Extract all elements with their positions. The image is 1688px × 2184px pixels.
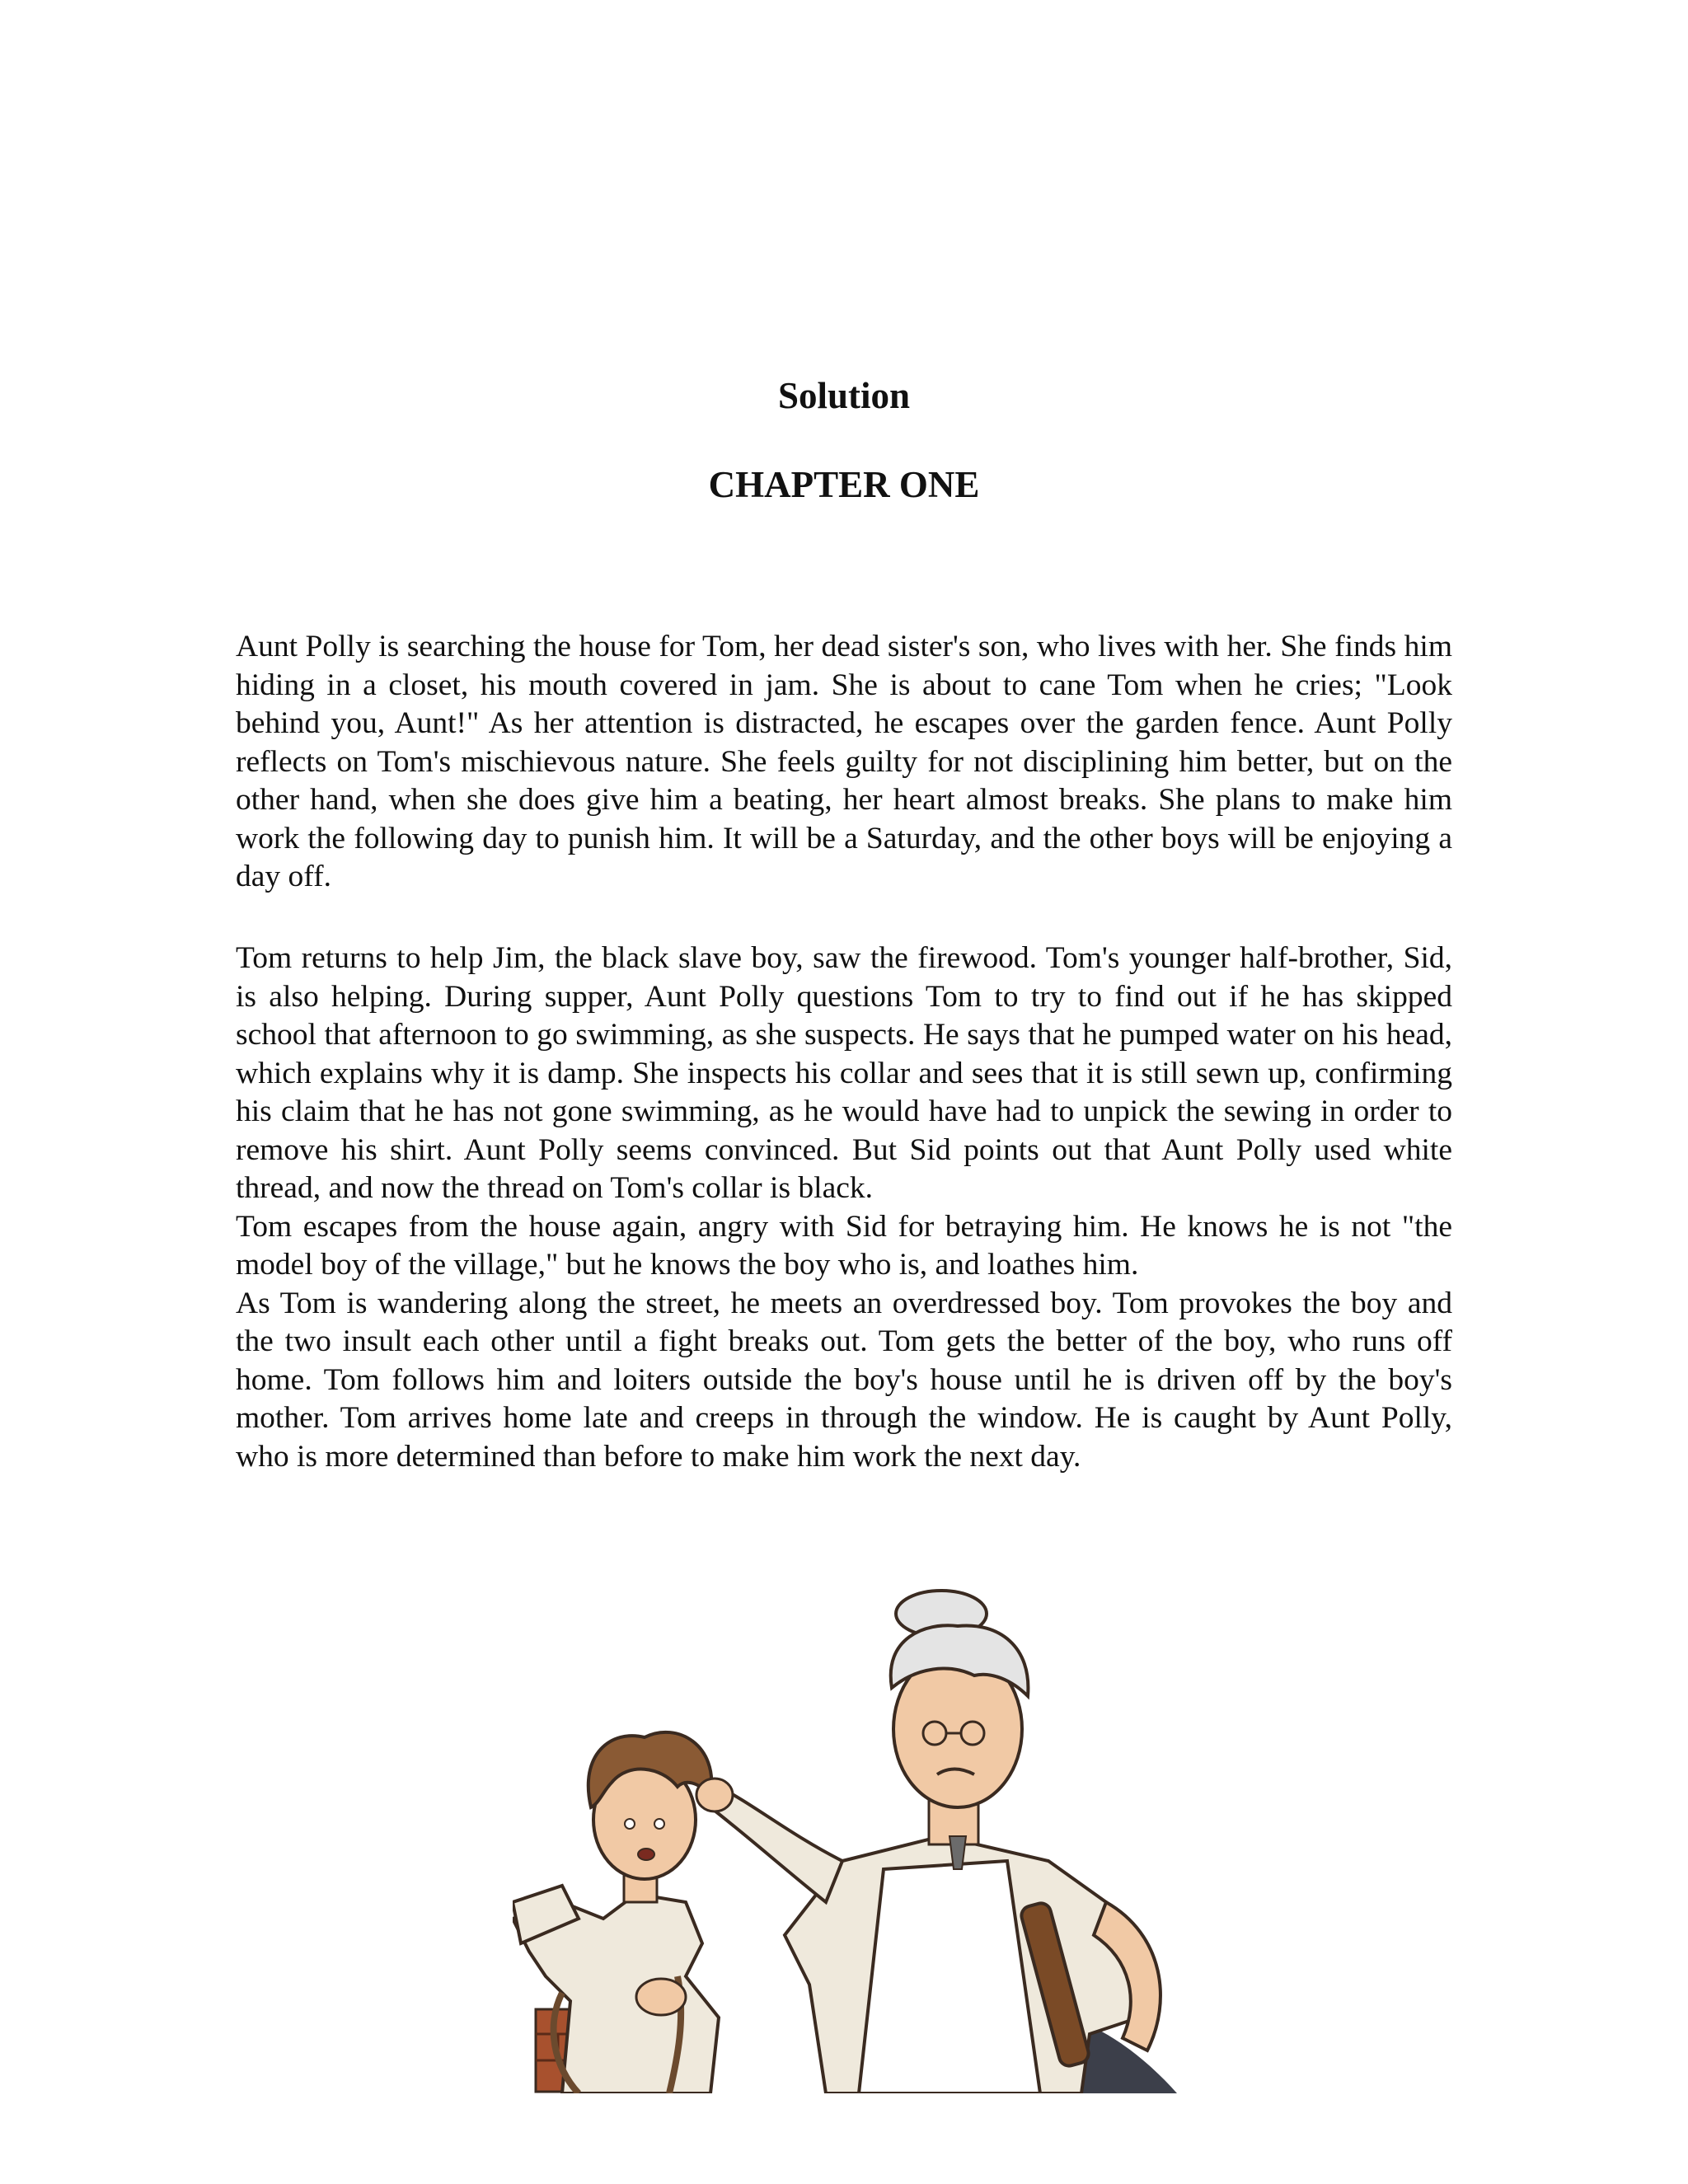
paragraph-1-block — [236, 628, 1452, 897]
paragraph-3: Tom escapes from the house again, angry with Sid for betraying him. He knows he is not "the model boy of the village," but he knows the boy who is, and loathes him. — [236, 1209, 1452, 1282]
paragraph-1: Aunt Polly is searching the house for Tom, her dead sister's son, who lives with her. She finds him hiding in a closet, his mouth covered in jam. She is about to cane Tom when he cries; "Look behind you, Aunt!" As her attention is distracted, he escapes over the garden fence. Aunt Polly reflects on Tom's mischievous nature. She feels guilty for not disciplining him better, but on the other hand, when she does give him a beating, her heart almost breaks. She plans to make him work the following day to punish him. It will be a Saturday, and the other boys will be enjoying a day off. — [236, 630, 1452, 893]
paragraph-2-block — [236, 940, 1452, 1476]
paragraph-4: As Tom is wandering along the street, he meets an overdressed boy. Tom provokes the boy and the two insult each other until a fight breaks out. Tom gets the better of the boy, who runs off home. Tom follows him and loiters outside the boy's house until he is driven off by the boy's mother. Tom arrives home late and creeps in through the window. He is caught by Aunt Polly, who is more determined than before to make him work the next day. — [236, 1286, 1452, 1474]
aunt-polly-figure — [696, 1591, 1177, 2093]
solution-heading: Solution — [777, 375, 911, 416]
paragraph-2: Tom returns to help Jim, the black slave boy, saw the firewood. Tom's younger half-brother, Sid, is also helping. During supper, Aunt Polly questions Tom to try to find out if he has skipped school that afternoon to go swimming, as she suspects. He says that he pumped water on his head, which explains why it is damp. She inspects his collar and sees that it is still sewn up, confirming his claim that he has not gone swimming, as he would have had to unpick the sewing in order to remove his shirt. Aunt Polly seems convinced. But Sid points out that Aunt Polly used white thread, and now the thread on Tom's collar is black. — [236, 941, 1452, 1205]
aunt-polly-tom-illustration — [513, 1589, 1177, 2093]
chapter-heading: CHAPTER ONE — [708, 464, 980, 505]
illustration-svg — [513, 1589, 1177, 2093]
